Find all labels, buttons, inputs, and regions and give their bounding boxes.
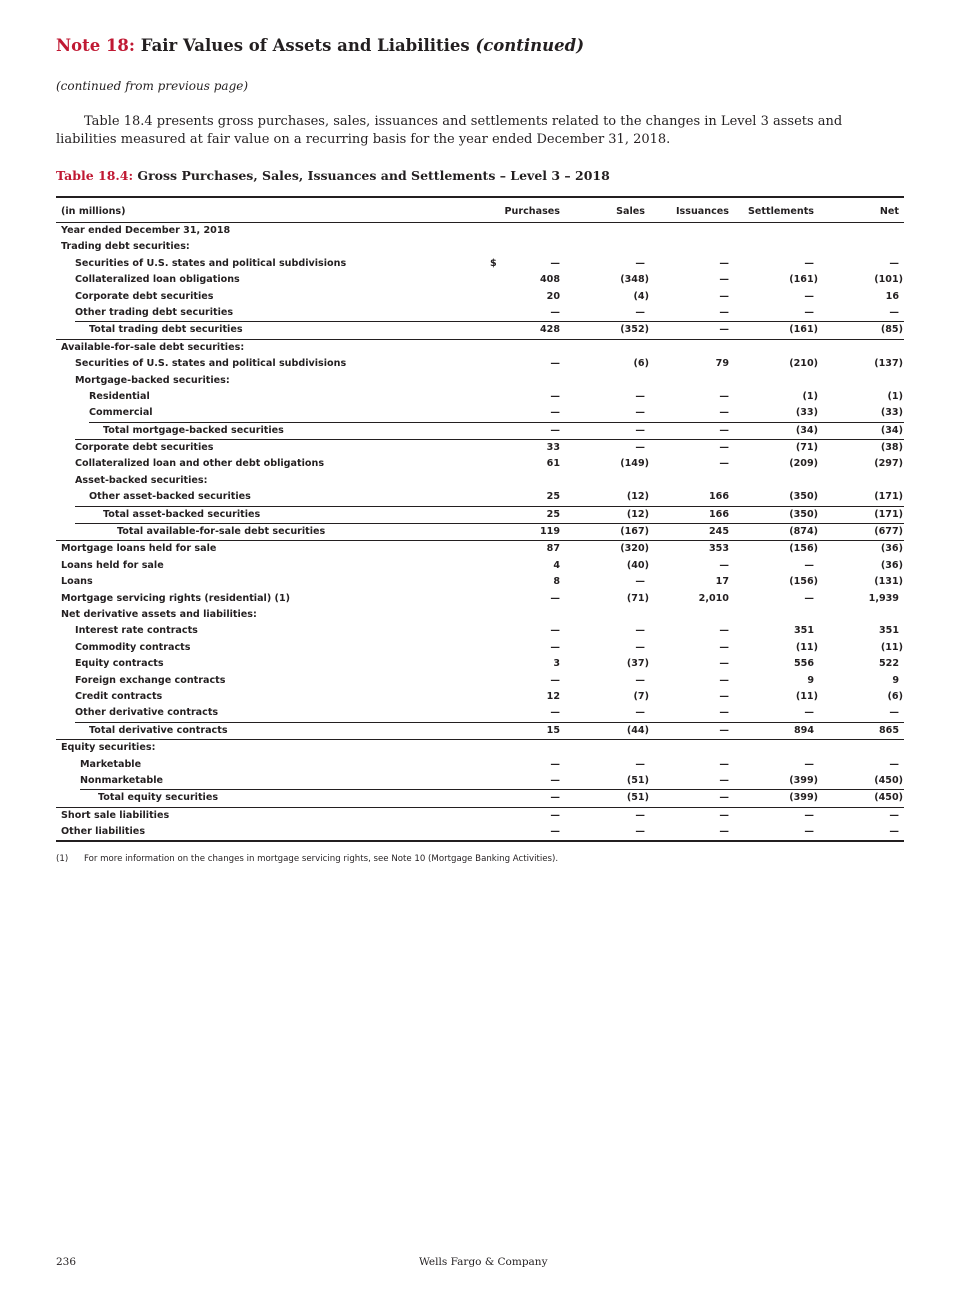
- row-label: Mortgage loans held for sale: [61, 543, 217, 555]
- row-label: Nonmarketable: [80, 774, 164, 786]
- table-section-heading: [56, 340, 904, 356]
- row-label: Total asset-backed securities: [103, 508, 261, 520]
- table-row: [56, 824, 904, 840]
- table-row: [56, 673, 904, 689]
- table-number: Table 18.4:: [56, 168, 134, 183]
- table-row: [56, 623, 904, 639]
- cell-sales: (37): [626, 658, 649, 670]
- cell-issuances: —: [719, 424, 729, 436]
- table-row: [56, 773, 904, 789]
- cell-issuances: 353: [708, 543, 729, 555]
- row-label: Trading debt securities:: [61, 241, 190, 253]
- row-label: Foreign exchange contracts: [75, 674, 226, 686]
- cell-settlements: —: [804, 826, 814, 838]
- table-row: [56, 405, 904, 421]
- cell-sales: (348): [620, 274, 649, 286]
- cell-sales: —: [635, 674, 645, 686]
- cell-settlements: (11): [795, 641, 818, 653]
- table-row: [56, 808, 904, 824]
- cell-net: —: [889, 707, 899, 719]
- note-number: Note 18:: [56, 36, 136, 55]
- cell-sales: (4): [633, 290, 649, 302]
- cell-settlements: (399): [789, 774, 818, 786]
- cell-purchases: —: [550, 407, 560, 419]
- cell-sales: (40): [626, 559, 649, 571]
- row-label: Available-for-sale debt securities:: [61, 341, 245, 353]
- cell-net: (11): [880, 641, 903, 653]
- column-header-purchases: Purchases: [504, 206, 560, 217]
- cell-purchases: —: [550, 306, 560, 318]
- row-label: Residential: [89, 390, 150, 402]
- cell-sales: —: [635, 306, 645, 318]
- note-continued: (continued): [475, 36, 585, 55]
- row-label: Total available-for-sale debt securities: [117, 526, 326, 538]
- cell-settlements: (33): [795, 407, 818, 419]
- cell-net: (36): [880, 559, 903, 571]
- cell-purchases: 61: [546, 458, 560, 470]
- row-label: Collateralized loan and other debt obligations: [75, 458, 325, 470]
- cell-purchases: 20: [546, 290, 560, 302]
- cell-purchases: 87: [546, 543, 560, 555]
- cell-purchases: 15: [546, 724, 560, 736]
- page-number: 236: [56, 1256, 77, 1268]
- table-row: [56, 356, 904, 372]
- row-label: Total derivative contracts: [89, 724, 228, 736]
- table-row: [56, 507, 904, 523]
- table-row: [56, 272, 904, 288]
- cell-purchases: —: [550, 707, 560, 719]
- cell-settlements: —: [804, 592, 814, 604]
- cell-sales: —: [635, 758, 645, 770]
- table-row: [56, 689, 904, 705]
- cell-settlements: —: [804, 809, 814, 821]
- cell-net: —: [889, 826, 899, 838]
- cell-purchases: 119: [539, 526, 560, 538]
- cell-net: (33): [880, 407, 903, 419]
- cell-issuances: —: [719, 707, 729, 719]
- cell-net: (34): [880, 424, 903, 436]
- table-row: [56, 757, 904, 773]
- cell-net: (85): [880, 324, 903, 336]
- table-row: [56, 289, 904, 305]
- row-label: Year ended December 31, 2018: [61, 225, 231, 236]
- table-row: [56, 656, 904, 672]
- cell-issuances: 166: [708, 491, 729, 503]
- column-header-sales: Sales: [616, 206, 645, 217]
- cell-sales: (51): [626, 774, 649, 786]
- cell-purchases: —: [550, 758, 560, 770]
- cell-sales: (44): [626, 724, 649, 736]
- table-row: [56, 591, 904, 607]
- cell-settlements: (156): [789, 576, 818, 588]
- cell-issuances: —: [719, 458, 729, 470]
- cell-purchases: 12: [546, 690, 560, 702]
- cell-net: 9: [892, 674, 899, 686]
- cell-purchases: —: [550, 358, 560, 370]
- cell-sales: —: [635, 809, 645, 821]
- cell-net: —: [889, 809, 899, 821]
- cell-settlements: (209): [789, 458, 818, 470]
- intro-paragraph: Table 18.4 presents gross purchases, sales, issuances and settlements related to the changes in Level 3 assets and liabilities measured at fair value on a recurring basis for the year ended December 31, 2018.: [56, 114, 843, 147]
- cell-sales: (12): [626, 508, 649, 520]
- cell-sales: (6): [633, 358, 649, 370]
- cell-purchases: —: [550, 257, 560, 269]
- cell-sales: (320): [620, 543, 649, 555]
- cell-purchases: 8: [553, 576, 560, 588]
- cell-settlements: (161): [789, 324, 818, 336]
- cell-net: (171): [874, 508, 903, 520]
- cell-issuances: —: [719, 625, 729, 637]
- cell-net: —: [889, 306, 899, 318]
- cell-sales: —: [635, 641, 645, 653]
- footnote-marker: (1): [56, 854, 69, 864]
- continued-from-note: (continued from previous page): [56, 79, 249, 93]
- table-row: [56, 705, 904, 721]
- cell-purchases: 428: [539, 324, 560, 336]
- cell-issuances: 2,010: [698, 592, 729, 604]
- cell-issuances: —: [719, 690, 729, 702]
- cell-sales: (352): [620, 324, 649, 336]
- cell-issuances: 79: [715, 358, 729, 370]
- cell-net: (450): [874, 792, 903, 804]
- cell-net: (131): [874, 576, 903, 588]
- cell-settlements: (210): [789, 358, 818, 370]
- cell-issuances: 245: [708, 526, 729, 538]
- cell-settlements: —: [804, 707, 814, 719]
- table-row: [56, 574, 904, 590]
- column-header-net: Net: [879, 206, 899, 217]
- column-header-settlements: Settlements: [747, 206, 814, 217]
- table-row: [56, 723, 904, 739]
- cell-issuances: —: [719, 559, 729, 571]
- note-title: Fair Values of Assets and Liabilities: [140, 36, 470, 55]
- cell-purchases: 33: [546, 442, 560, 454]
- company-name: Wells Fargo & Company: [419, 1256, 548, 1268]
- cell-net: —: [889, 257, 899, 269]
- cell-purchases: 408: [539, 274, 560, 286]
- cell-issuances: —: [719, 407, 729, 419]
- cell-settlements: (71): [795, 442, 818, 454]
- row-label: Interest rate contracts: [75, 625, 198, 637]
- cell-issuances: —: [719, 641, 729, 653]
- table-body: [56, 223, 904, 840]
- table-row: [56, 322, 904, 338]
- cell-net: (450): [874, 774, 903, 786]
- cell-sales: (71): [626, 592, 649, 604]
- table-row: [56, 423, 904, 439]
- cell-net: (1): [887, 390, 903, 402]
- row-label: Asset-backed securities:: [75, 474, 208, 486]
- cell-net: (677): [874, 526, 903, 538]
- row-label: Short sale liabilities: [61, 809, 170, 821]
- cell-issuances: 166: [708, 508, 729, 520]
- cell-issuances: —: [719, 674, 729, 686]
- cell-sales: —: [635, 707, 645, 719]
- row-label: Other trading debt securities: [75, 306, 234, 318]
- cell-issuances: —: [719, 257, 729, 269]
- cell-issuances: 17: [715, 576, 729, 588]
- row-label: Commercial: [89, 407, 153, 419]
- cell-sales: —: [635, 407, 645, 419]
- cell-sales: (149): [620, 458, 649, 470]
- table-row: [56, 558, 904, 574]
- row-label: Net derivative assets and liabilities:: [61, 608, 257, 620]
- cell-issuances: —: [719, 724, 729, 736]
- table-row: [56, 790, 904, 806]
- row-label: Securities of U.S. states and political subdivisions: [75, 358, 347, 370]
- cell-net: (297): [874, 458, 903, 470]
- cell-net: 865: [878, 724, 899, 736]
- cell-settlements: (350): [789, 508, 818, 520]
- cell-net: (171): [874, 491, 903, 503]
- column-header-issuances: Issuances: [675, 206, 729, 217]
- table-section-heading: [56, 239, 904, 255]
- cell-settlements: —: [804, 290, 814, 302]
- cell-purchases: —: [550, 826, 560, 838]
- table-row: [56, 456, 904, 472]
- cell-issuances: —: [719, 306, 729, 318]
- cell-purchases: —: [550, 809, 560, 821]
- cell-net: 16: [885, 290, 899, 302]
- table-row: [56, 256, 904, 272]
- cell-net: (6): [887, 690, 903, 702]
- cell-net: (38): [880, 442, 903, 454]
- cell-issuances: —: [719, 290, 729, 302]
- row-label: Equity securities:: [61, 742, 156, 754]
- cell-issuances: —: [719, 758, 729, 770]
- cell-settlements: (11): [795, 690, 818, 702]
- row-label: Commodity contracts: [75, 641, 191, 653]
- table-row: [56, 440, 904, 456]
- table-row: [56, 524, 904, 540]
- cell-purchases: —: [550, 641, 560, 653]
- cell-net: (101): [874, 274, 903, 286]
- table-section-heading: [56, 473, 904, 489]
- table-row: [56, 640, 904, 656]
- cell-purchases: —: [550, 792, 560, 804]
- note-heading: [56, 36, 584, 55]
- cell-sales: —: [635, 390, 645, 402]
- row-label: Other asset-backed securities: [89, 491, 251, 503]
- level3-activity-table: [56, 196, 904, 842]
- row-label: Mortgage-backed securities:: [75, 374, 230, 386]
- cell-net: (137): [874, 358, 903, 370]
- cell-sales: (12): [626, 491, 649, 503]
- cell-settlements: —: [804, 758, 814, 770]
- table-row: [56, 489, 904, 505]
- cell-sales: —: [635, 826, 645, 838]
- cell-net: 1,939: [868, 592, 899, 604]
- cell-purchases: 25: [546, 508, 560, 520]
- cell-sales: (51): [626, 792, 649, 804]
- cell-settlements: (161): [789, 274, 818, 286]
- cell-purchases: 25: [546, 491, 560, 503]
- row-label: Collateralized loan obligations: [75, 274, 240, 286]
- cell-purchases: —: [550, 592, 560, 604]
- table-title: [56, 168, 610, 183]
- cell-sales: (167): [620, 526, 649, 538]
- cell-issuances: —: [719, 658, 729, 670]
- table-section-heading: [56, 373, 904, 389]
- row-label: Credit contracts: [75, 690, 163, 702]
- row-label: Equity contracts: [75, 658, 164, 670]
- cell-settlements: —: [804, 257, 814, 269]
- cell-issuances: —: [719, 826, 729, 838]
- cell-settlements: (1): [802, 390, 818, 402]
- cell-issuances: —: [719, 324, 729, 336]
- cell-net: —: [889, 758, 899, 770]
- cell-settlements: (350): [789, 491, 818, 503]
- cell-purchases: —: [550, 424, 560, 436]
- cell-sales: —: [635, 257, 645, 269]
- row-label: Mortgage servicing rights (residential) (1): [61, 592, 290, 604]
- row-label: Other liabilities: [61, 826, 146, 838]
- dollar-sign: $: [490, 257, 497, 269]
- cell-settlements: (34): [795, 424, 818, 436]
- cell-purchases: 3: [553, 658, 560, 670]
- cell-purchases: —: [550, 674, 560, 686]
- cell-sales: —: [635, 576, 645, 588]
- row-label: Loans held for sale: [61, 559, 164, 571]
- row-label: Securities of U.S. states and political subdivisions: [75, 257, 347, 269]
- cell-settlements: (399): [789, 792, 818, 804]
- table-section-heading: [56, 740, 904, 756]
- cell-issuances: —: [719, 274, 729, 286]
- cell-sales: —: [635, 442, 645, 454]
- cell-purchases: —: [550, 625, 560, 637]
- cell-settlements: (156): [789, 543, 818, 555]
- cell-sales: —: [635, 625, 645, 637]
- cell-issuances: —: [719, 809, 729, 821]
- row-label: Corporate debt securities: [75, 290, 214, 302]
- cell-net: 351: [878, 625, 899, 637]
- cell-settlements: 351: [793, 625, 814, 637]
- cell-net: (36): [880, 543, 903, 555]
- cell-net: 522: [878, 658, 899, 670]
- table-title-text: Gross Purchases, Sales, Issuances and Settlements – Level 3 – 2018: [137, 168, 610, 183]
- cell-settlements: 556: [793, 658, 814, 670]
- row-label: Other derivative contracts: [75, 707, 219, 719]
- cell-settlements: —: [804, 559, 814, 571]
- cell-issuances: —: [719, 774, 729, 786]
- table-section-heading: [56, 607, 904, 623]
- row-label: Corporate debt securities: [75, 442, 214, 454]
- units-label: (in millions): [61, 206, 126, 217]
- cell-settlements: 894: [793, 724, 814, 736]
- cell-settlements: —: [804, 306, 814, 318]
- table-row: [56, 305, 904, 321]
- cell-purchases: —: [550, 774, 560, 786]
- cell-issuances: —: [719, 442, 729, 454]
- cell-issuances: —: [719, 390, 729, 402]
- cell-purchases: —: [550, 390, 560, 402]
- footnote: [56, 854, 558, 864]
- cell-settlements: (874): [789, 526, 818, 538]
- table-header-row: [56, 198, 904, 223]
- cell-sales: (7): [633, 690, 649, 702]
- cell-purchases: 4: [553, 559, 560, 571]
- table-row: [56, 389, 904, 405]
- row-label: Total trading debt securities: [89, 324, 243, 336]
- footnote-text: For more information on the changes in mortgage servicing rights, see Note 10 (Mortgage Banking Activities).: [84, 854, 559, 864]
- cell-sales: —: [635, 424, 645, 436]
- cell-settlements: 9: [807, 674, 814, 686]
- row-label: Total equity securities: [98, 792, 219, 804]
- table-row: [56, 541, 904, 557]
- row-label: Loans: [61, 576, 93, 588]
- row-label: Total mortgage-backed securities: [103, 424, 284, 436]
- cell-issuances: —: [719, 792, 729, 804]
- row-label: Marketable: [80, 758, 142, 770]
- table-section-heading: [56, 223, 904, 239]
